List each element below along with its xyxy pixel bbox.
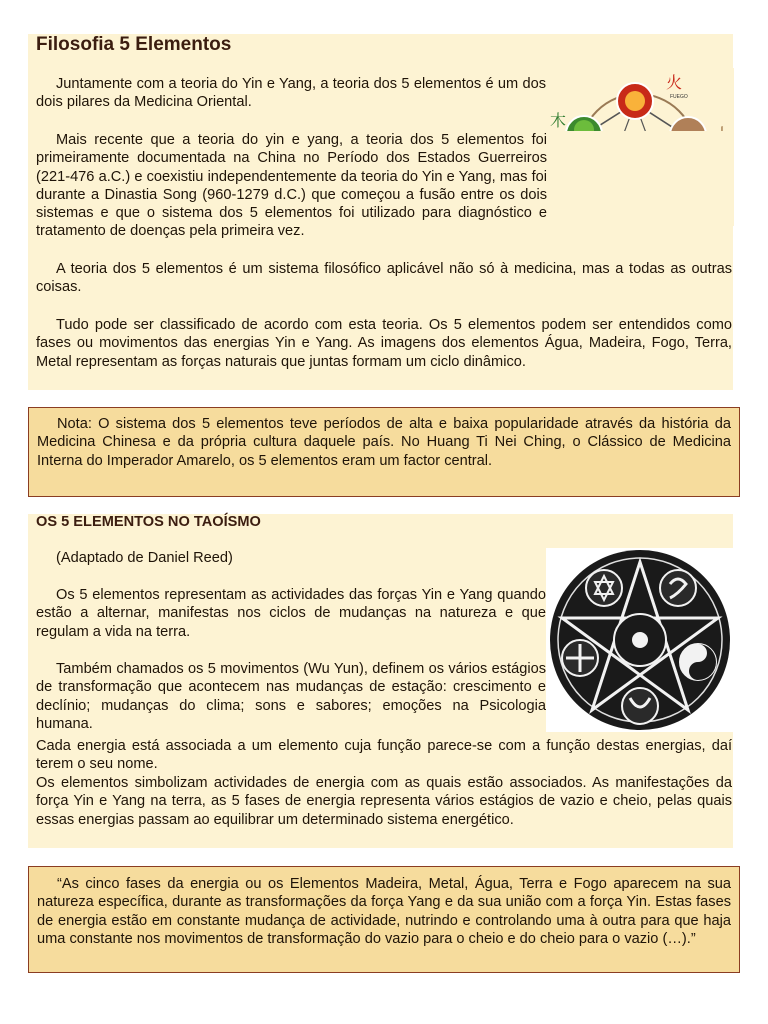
svg-text:FUEGO: FUEGO	[670, 94, 688, 100]
svg-text:火: 火	[666, 73, 683, 92]
section2-paragraph-3: Cada energia está associada a um elemento cuja função parece-se com a função destas energias, daí terem o seu nome.	[36, 738, 732, 773]
section-heading: OS 5 ELEMENTOS NO TAOÍSMO	[36, 514, 261, 530]
section1-paragraph-2-text: Mais recente que a teoria do yin e yang, a teoria dos 5 elementos foi primeiramente documentada na China no Período dos Estados Guerreiros (221-476 a.C.) e coexistiu independentemente da teoria do Yin e Yang, mas foi durante a Dinastia Song (960-1279 d.C.) que começou a fusão entre os dois sistemas e que o sistema dos 5 elementos foi utilizado para diagnóstico e tratamento de doenças pela primeira vez.	[36, 132, 547, 240]
svg-text:木: 木	[550, 111, 567, 130]
section2-paragraph-4: Os elementos simbolizam actividades de energia com as quais estão associados. As manifestações da força Yin e Yang na terra, as 5 fases de energia representa vários estágios de vazio e cheio, pelas quais essas energias passam ao equilibrar um determinado sistema energético.	[36, 775, 732, 828]
page-title: Filosofia 5 Elementos	[36, 34, 232, 55]
note-text: Nota: O sistema dos 5 elementos teve períodos de alta e baixa popularidade através da história da Medicina Chinesa e da própria cultura daquele país. No Huang Ti Nei Ching, o Clássico de Medicina Interna do Imperador Amarelo, os 5 elementos eram um factor central.	[37, 416, 731, 469]
pentacle-graphic	[546, 548, 734, 732]
section1-paragraph-4: Tudo pode ser classificado de acordo com esta teoria. Os 5 elementos podem ser entendidos como fases ou movimentos das energias Yin e Yang. As imagens dos elementos Água, Madeira, Fogo, Terra, Metal representam as forças naturais que juntas formam um ciclo dinâmico.	[36, 317, 732, 370]
quote-text: “As cinco fases da energia ou os Elementos Madeira, Metal, Água, Terra e Fogo aparecem na sua natureza específica, durante as transformações da força Yang e da sua união com a força Yin. Estas fases de energia estão em constante mudança de actividade, nutrindo e controlando uma à outra para que haja uma constante nos movimentos de transformação do vazio para o cheio e do cheio para o vazio (…).”	[37, 876, 731, 947]
section1-paragraph-3: A teoria dos 5 elementos é um sistema filosófico aplicável não só à medicina, mas a todas as outras coisas.	[36, 261, 732, 296]
section2-paragraph-2: Também chamados os 5 movimentos (Wu Yun), definem os vários estágios de transformação que acontecem nas mudanças de estação: crescimento e declínio; mudanças do clima; sons e sabores; emoções na Psicologia humana.	[36, 661, 546, 732]
source-attribution: (Adaptado de Daniel Reed)	[56, 550, 233, 566]
taoist-pentacle-image	[546, 548, 734, 732]
section1-paragraph-1: Juntamente com a teoria do Yin e Yang, a teoria dos 5 elementos é um dos dois pilares da Medicina Oriental.	[36, 76, 546, 111]
note-box	[28, 407, 740, 497]
quote-box	[28, 866, 740, 973]
section1-paragraph-2-wrap	[36, 131, 733, 241]
section2-paragraph-1: Os 5 elementos representam as actividades das forças Yin e Yang quando estão a alternar, manifestas nos ciclos de mudanças na natureza e que regulam a vida na terra.	[36, 587, 546, 640]
